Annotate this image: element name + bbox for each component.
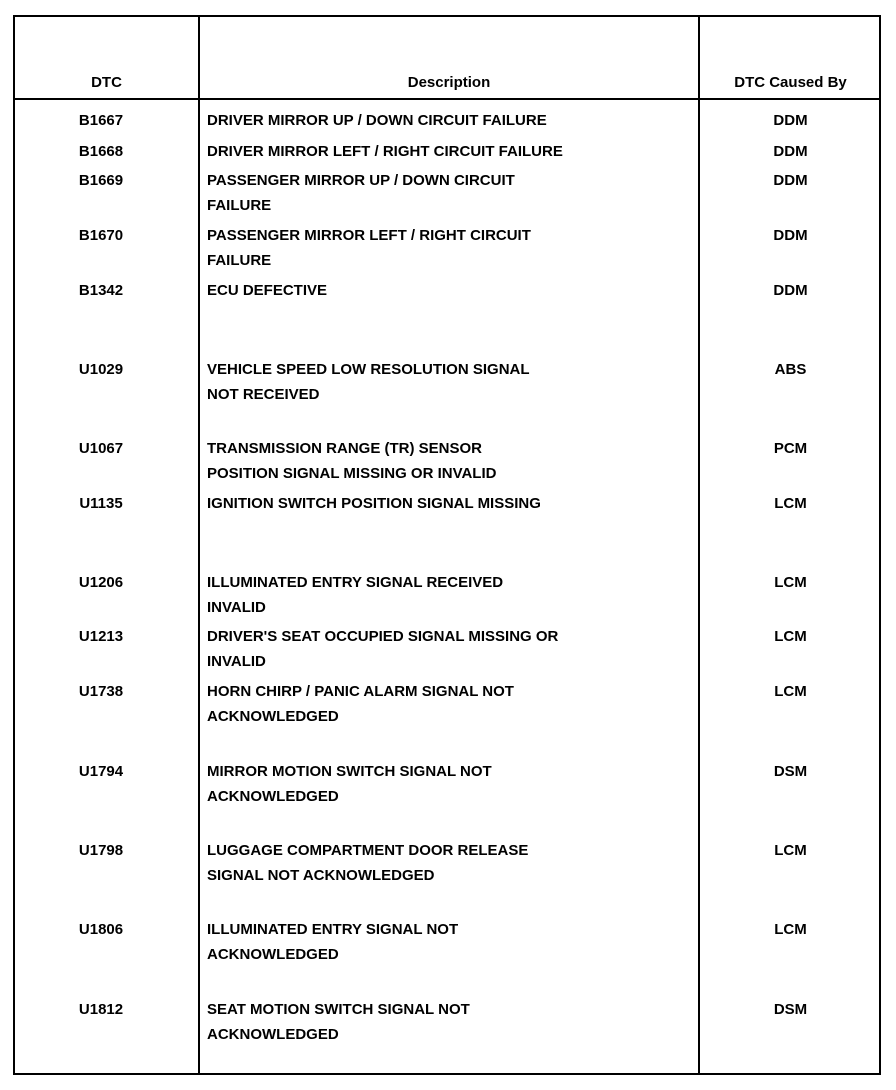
dtc-description-cell (207, 357, 695, 407)
dtc-description-cell (207, 838, 695, 888)
description-line: HORN CHIRP / PANIC ALARM SIGNAL NOT (207, 683, 514, 700)
header-divider (15, 98, 879, 100)
dtc-code-cell: U1812 (78, 1001, 124, 1018)
description-line: DRIVER'S SEAT OCCUPIED SIGNAL MISSING OR (207, 628, 559, 645)
dtc-description-cell (207, 917, 695, 967)
dtc-cause-cell: LCM (774, 628, 807, 645)
description-line: PASSENGER MIRROR UP / DOWN CIRCUIT (207, 172, 515, 189)
column-divider (198, 17, 200, 1073)
dtc-description-cell (207, 997, 695, 1047)
dtc-table (13, 15, 881, 1075)
dtc-code-cell: B1670 (78, 227, 124, 244)
dtc-cause-cell: DSM (773, 1001, 808, 1018)
description-line: ILLUMINATED ENTRY SIGNAL RECEIVED (207, 574, 504, 591)
dtc-cause-cell: LCM (774, 495, 807, 512)
dtc-description-cell (207, 491, 695, 516)
description-line: PASSENGER MIRROR LEFT / RIGHT CIRCUIT (207, 227, 531, 244)
dtc-cause-cell: DSM (773, 763, 808, 780)
dtc-code-cell: U1067 (78, 440, 124, 457)
description-line: INVALID (207, 599, 266, 616)
dtc-description-cell (207, 168, 695, 218)
dtc-code-cell: B1667 (78, 112, 124, 129)
dtc-cause-cell: LCM (774, 574, 807, 591)
dtc-description-cell (207, 679, 695, 729)
dtc-cause-cell: ABS (774, 361, 807, 378)
description-line: POSITION SIGNAL MISSING OR INVALID (207, 465, 497, 482)
description-line: ILLUMINATED ENTRY SIGNAL NOT (207, 921, 459, 938)
dtc-cause-cell: DDM (773, 172, 808, 189)
dtc-code-cell: B1669 (78, 172, 124, 189)
header-description: Description (407, 74, 491, 91)
header-caused-by: DTC Caused By (734, 74, 847, 91)
dtc-code-cell: U1798 (78, 842, 124, 859)
dtc-cause-cell: LCM (774, 842, 807, 859)
dtc-description-cell (207, 223, 695, 273)
dtc-code-cell: U1206 (78, 574, 124, 591)
dtc-code-cell: U1029 (78, 361, 124, 378)
description-line: IGNITION SWITCH POSITION SIGNAL MISSING (207, 495, 541, 512)
dtc-description-cell (207, 139, 695, 164)
description-line: DRIVER MIRROR UP / DOWN CIRCUIT FAILURE (207, 112, 547, 129)
dtc-description-cell (207, 436, 695, 486)
dtc-cause-cell: DDM (773, 282, 808, 299)
description-line: ECU DEFECTIVE (207, 282, 328, 299)
description-line: MIRROR MOTION SWITCH SIGNAL NOT (207, 763, 492, 780)
description-line: TRANSMISSION RANGE (TR) SENSOR (207, 440, 483, 457)
dtc-code-cell: U1213 (78, 628, 124, 645)
description-line: LUGGAGE COMPARTMENT DOOR RELEASE (207, 842, 529, 859)
dtc-cause-cell: PCM (773, 440, 808, 457)
dtc-code-cell: U1806 (78, 921, 124, 938)
description-line: ACKNOWLEDGED (207, 946, 339, 963)
dtc-cause-cell: LCM (774, 683, 807, 700)
dtc-description-cell (207, 624, 695, 674)
dtc-description-cell (207, 570, 695, 620)
dtc-description-cell (207, 759, 695, 809)
dtc-description-cell (207, 108, 695, 133)
dtc-cause-cell: DDM (773, 227, 808, 244)
description-line: NOT RECEIVED (207, 386, 320, 403)
description-line: VEHICLE SPEED LOW RESOLUTION SIGNAL (207, 361, 530, 378)
description-line: DRIVER MIRROR LEFT / RIGHT CIRCUIT FAILURE (207, 143, 563, 160)
description-line: FAILURE (207, 197, 272, 214)
description-line: SIGNAL NOT ACKNOWLEDGED (207, 867, 435, 884)
description-line: INVALID (207, 653, 266, 670)
dtc-cause-cell: DDM (773, 143, 808, 160)
description-line: ACKNOWLEDGED (207, 788, 339, 805)
description-line: ACKNOWLEDGED (207, 708, 339, 725)
description-line: ACKNOWLEDGED (207, 1026, 339, 1043)
dtc-cause-cell: LCM (774, 921, 807, 938)
header-dtc: DTC (91, 74, 122, 91)
dtc-code-cell: U1135 (79, 495, 123, 512)
dtc-description-cell (207, 278, 695, 303)
dtc-cause-cell: DDM (773, 112, 808, 129)
description-line: SEAT MOTION SWITCH SIGNAL NOT (207, 1001, 470, 1018)
dtc-code-cell: B1342 (78, 282, 124, 299)
dtc-code-cell: U1738 (78, 683, 124, 700)
description-line: FAILURE (207, 252, 272, 269)
dtc-code-cell: B1668 (78, 143, 124, 160)
dtc-code-cell: U1794 (78, 763, 124, 780)
